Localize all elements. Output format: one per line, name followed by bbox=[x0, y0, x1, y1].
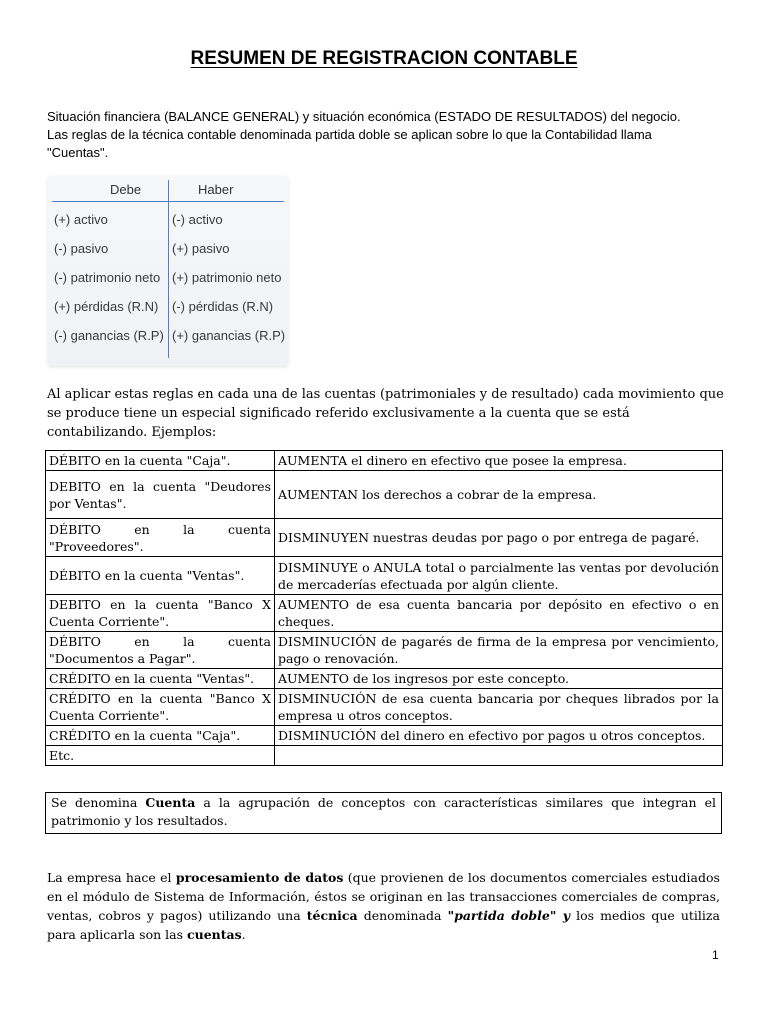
page-title: RESUMEN DE REGISTRACION CONTABLE bbox=[190, 48, 578, 69]
procesamiento-term: procesamiento de datos bbox=[175, 870, 344, 885]
intro-text bbox=[47, 108, 687, 162]
haber-item: (+) pasivo bbox=[172, 241, 230, 256]
debe-item: (-) pasivo bbox=[54, 241, 109, 256]
cuenta-term: Cuenta bbox=[145, 795, 196, 810]
table-row bbox=[46, 595, 723, 632]
table-row bbox=[46, 689, 723, 726]
table-row bbox=[46, 451, 723, 471]
tecnica-term: técnica bbox=[306, 908, 358, 923]
debe-haber-diagram bbox=[48, 176, 288, 366]
meaning-cell: AUMENTA el dinero en efectivo que posee la empresa. bbox=[275, 451, 723, 471]
account-movement-cell: CRÉDITO en la cuenta "Caja". bbox=[46, 726, 275, 746]
haber-item: (+) patrimonio neto bbox=[172, 270, 282, 285]
table-row bbox=[46, 746, 723, 766]
haber-item: (-) activo bbox=[172, 212, 223, 227]
table-row bbox=[46, 726, 723, 746]
debe-item: (+) activo bbox=[54, 212, 108, 227]
account-movement-cell: DEBITO en la cuenta "Deudores por Ventas". bbox=[46, 471, 275, 519]
meaning-cell: DISMINUCIÓN de esa cuenta bancaria por cheques librados por la empresa u otros conceptos. bbox=[275, 689, 723, 726]
haber-item: (-) pérdidas (R.N) bbox=[172, 299, 274, 314]
account-movement-cell: DÉBITO en la cuenta "Documentos a Pagar". bbox=[46, 632, 275, 669]
meaning-cell: AUMENTAN los derechos a cobrar de la empresa. bbox=[275, 471, 723, 519]
haber-header: Haber bbox=[198, 182, 234, 197]
debe-item: (+) pérdidas (R.N) bbox=[54, 299, 159, 314]
table-row bbox=[46, 632, 723, 669]
account-movement-cell: DÉBITO en la cuenta "Caja". bbox=[46, 451, 275, 471]
haber-column bbox=[172, 210, 285, 355]
cuenta-definition-box: Se denomina Cuenta a la agrupación de conceptos con características similares que integran el patrimonio y los resultados. bbox=[45, 792, 722, 834]
intro-line-1: Situación financiera (BALANCE GENERAL) y situación económica (ESTADO DE RESULTADOS) del negocio. bbox=[47, 109, 681, 124]
partida-doble-term: "partida doble" y bbox=[447, 908, 571, 923]
debe-item: (-) patrimonio neto bbox=[54, 270, 161, 285]
meaning-cell: AUMENTO de los ingresos por este concepto. bbox=[275, 669, 723, 689]
debe-column bbox=[54, 210, 164, 355]
debe-item: (-) ganancias (R.P) bbox=[54, 328, 164, 343]
intro-line-2: Las reglas de la técnica contable denominada partida doble se aplican sobre lo que la Contabilidad llama "Cuentas". bbox=[47, 127, 652, 160]
account-movement-cell: DEBITO en la cuenta "Banco X Cuenta Corriente". bbox=[46, 595, 275, 632]
account-movement-cell: CRÉDITO en la cuenta "Ventas". bbox=[46, 669, 275, 689]
table-row bbox=[46, 519, 723, 557]
rules-paragraph: Al aplicar estas reglas en cada una de las cuentas (patrimoniales y de resultado) cada movimiento que se produce tiene un especial significado referido exclusivamente a la cuenta que se está contabilizando. Ejemplos: bbox=[47, 387, 724, 440]
table-row bbox=[46, 471, 723, 519]
page-number: 1 bbox=[712, 948, 719, 962]
meaning-cell bbox=[275, 746, 723, 766]
haber-item: (+) ganancias (R.P) bbox=[172, 328, 286, 343]
account-movement-cell: DÉBITO en la cuenta "Proveedores". bbox=[46, 519, 275, 557]
meaning-cell: DISMINUYE o ANULA total o parcialmente las ventas por devolución de mercaderías efectuada por algún cliente. bbox=[275, 557, 723, 595]
account-movement-cell: CRÉDITO en la cuenta "Banco X Cuenta Corriente". bbox=[46, 689, 275, 726]
examples-table bbox=[45, 450, 723, 766]
table-row bbox=[46, 669, 723, 689]
meaning-cell: DISMINUYEN nuestras deudas por pago o por entrega de pagaré. bbox=[275, 519, 723, 557]
closing-paragraph: La empresa hace el procesamiento de datos (que provienen de los documentos comerciales estudiados en el módulo de Sistema de Información, éstos se originan en las transacciones comerciales de compras, ventas, cobros y pagos) utilizando una técnica denominada "partida doble" y los medios que utiliza para aplicarla son las cuentas. bbox=[47, 870, 720, 942]
debe-header: Debe bbox=[110, 182, 142, 197]
meaning-cell: DISMINUCIÓN de pagarés de firma de la empresa por vencimiento, pago o renovación. bbox=[275, 632, 723, 669]
account-movement-cell: Etc. bbox=[46, 746, 275, 766]
meaning-cell: DISMINUCIÓN del dinero en efectivo por pagos u otros conceptos. bbox=[275, 726, 723, 746]
table-row bbox=[46, 557, 723, 595]
meaning-cell: AUMENTO de esa cuenta bancaria por depósito en efectivo o en cheques. bbox=[275, 595, 723, 632]
t-account-vertical-line bbox=[168, 180, 169, 358]
cuentas-term: cuentas bbox=[187, 927, 242, 942]
account-movement-cell: DÉBITO en la cuenta "Ventas". bbox=[46, 557, 275, 595]
